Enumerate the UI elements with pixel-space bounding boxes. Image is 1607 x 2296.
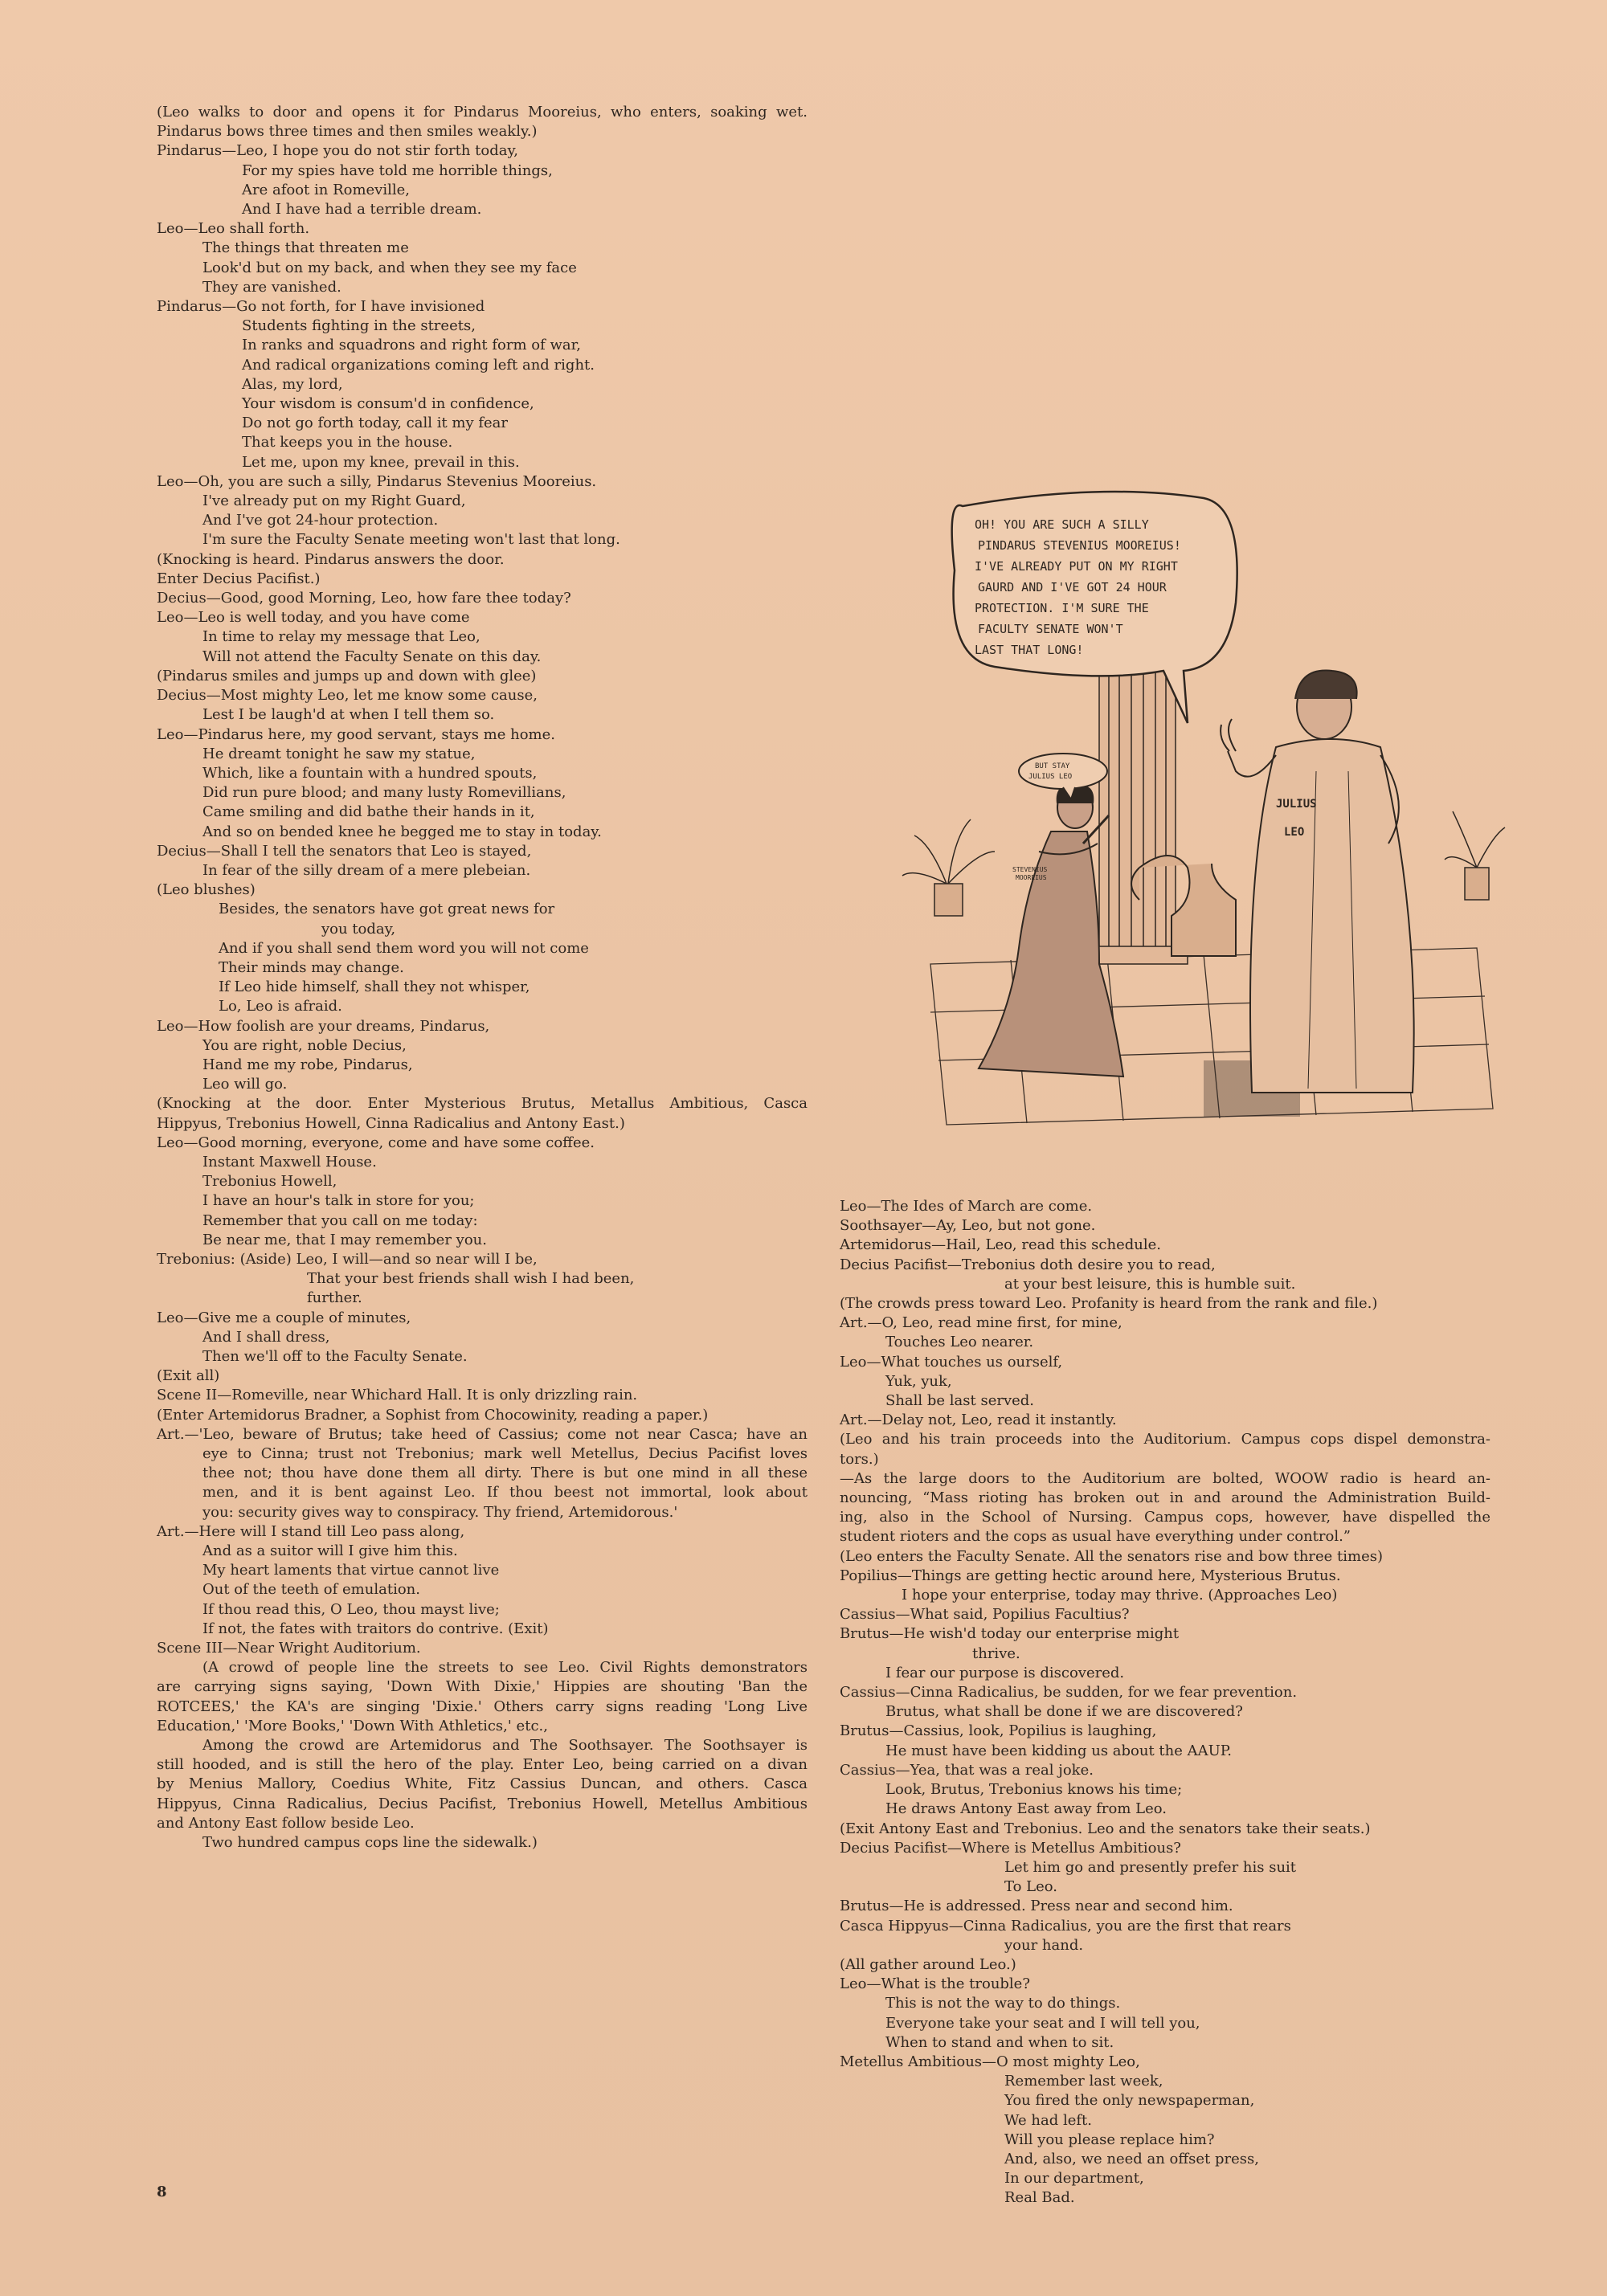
kneeler-label-line-1: STEVENIUS: [1012, 866, 1048, 873]
speech-bubble-line: PINDARUS STEVENIUS MOOREIUS!: [978, 538, 1181, 553]
text-line: still hooded, and is still the hero of the play. Enter Leo, being carried on a divan: [157, 1756, 808, 1774]
text-line: nouncing, “Mass rioting has broken out in and around the Administration Build-: [840, 1489, 1490, 1507]
text-line: I have an hour's talk in store for you;: [202, 1192, 475, 1210]
kneeler-label-line-2: MOOREIUS: [1016, 874, 1047, 881]
text-line: I've already put on my Right Guard,: [202, 492, 466, 510]
text-line: are carrying signs saying, 'Down With Dixie,' Hippies are shouting 'Ban the: [157, 1678, 808, 1696]
text-line: Leo will go.: [202, 1076, 288, 1093]
text-line: Brutus—He wish'd today our enterprise might: [840, 1625, 1180, 1643]
text-line: (Leo and his train proceeds into the Auditorium. Campus cops dispel demonstra-: [840, 1431, 1490, 1448]
text-line: Trebonius Howell,: [202, 1173, 337, 1191]
text-line: (A crowd of people line the streets to see Leo. Civil Rights demonstrators: [202, 1659, 808, 1677]
potted-plant-right: [1445, 811, 1505, 900]
text-line: The things that threaten me: [202, 239, 409, 257]
text-line: Yuk, yuk,: [885, 1372, 952, 1390]
text-line: And as a suitor will I give him this.: [202, 1542, 458, 1560]
text-line: you: security gives way to conspiracy. Thy friend, Artemidorous.': [202, 1503, 678, 1521]
text-line: Leo—Good morning, everyone, come and have some coffee.: [157, 1134, 595, 1151]
text-line: And I've got 24-hour protection.: [202, 512, 439, 529]
text-line: Artemidorus—Hail, Leo, read this schedule.: [840, 1236, 1161, 1254]
text-line: (Enter Artemidorus Bradner, a Sophist from Chocowinity, reading a paper.): [157, 1406, 709, 1424]
text-line: tors.): [840, 1450, 879, 1468]
speech-bubble-line: GAURD AND I'VE GOT 24 HOUR: [978, 580, 1167, 594]
text-line: Instant Maxwell House.: [202, 1153, 377, 1170]
text-line: And so on bended knee he begged me to stay in today.: [202, 823, 602, 840]
right-column-text: [840, 1197, 1490, 2208]
text-line: Lo, Leo is afraid.: [219, 998, 342, 1015]
text-line: I'm sure the Faculty Senate meeting won't last that long.: [202, 531, 620, 549]
text-line: And if you shall send them word you will not come: [219, 939, 589, 957]
text-line: And I have had a terrible dream.: [242, 201, 482, 219]
text-line: Students fighting in the streets,: [242, 317, 476, 335]
text-line: Decius Pacifist—Trebonius doth desire you to read,: [840, 1256, 1216, 1273]
text-line: eye to Cinna; trust not Trebonius; mark well Metellus, Decius Pacifist loves: [202, 1445, 808, 1463]
text-line: Out of the teeth of emulation.: [202, 1581, 420, 1599]
text-line: Hippyus, Cinna Radicalius, Decius Pacifist, Trebonius Howell, Metellus Ambitious: [157, 1795, 808, 1812]
text-line: (The crowds press toward Leo. Profanity is heard from the rank and file.): [840, 1295, 1378, 1313]
text-line: (Exit all): [157, 1367, 220, 1385]
text-line: ing, also in the School of Nursing. Campus cops, however, have dispelled the: [840, 1509, 1490, 1526]
text-line: Leo—Pindarus here, my good servant, stays me home.: [157, 725, 555, 743]
speech-bubble-leo: [952, 492, 1237, 723]
text-line: In fear of the silly dream of a mere plebeian.: [202, 861, 531, 879]
text-line: Look'd but on my back, and when they see my face: [202, 259, 577, 276]
left-column-text: [157, 103, 808, 1853]
text-line: I fear our purpose is discovered.: [885, 1664, 1125, 1681]
text-line: That your best friends shall wish I had been,: [307, 1270, 635, 1288]
text-line: They are vanished.: [202, 278, 341, 296]
text-line: Pindarus—Leo, I hope you do not stir forth today,: [157, 142, 519, 160]
text-line: Pindarus bows three times and then smiles weakly.): [157, 123, 538, 141]
text-line: thrive.: [972, 1644, 1020, 1662]
text-line: This is not the way to do things.: [885, 1995, 1121, 2012]
text-line: Trebonius: (Aside) Leo, I will—and so near will I be,: [157, 1250, 538, 1268]
text-line: Scene II—Romeville, near Whichard Hall. It is only drizzling rain.: [157, 1387, 638, 1404]
text-line: Are afoot in Romeville,: [242, 181, 410, 198]
text-line: Lest I be laugh'd at when I tell them so.: [202, 706, 495, 724]
text-line: —As the large doors to the Auditorium are bolted, WOOW radio is heard an-: [840, 1469, 1490, 1487]
text-line: by Menius Mallory, Coedius White, Fitz Cassius Duncan, and others. Casca: [157, 1775, 808, 1793]
text-line: He must have been kidding us about the AAUP.: [885, 1742, 1232, 1759]
text-line: Hand me my robe, Pindarus,: [202, 1056, 413, 1073]
text-line: Brutus—Cassius, look, Popilius is laughing,: [840, 1722, 1157, 1740]
text-line: In our department,: [1004, 2170, 1144, 2188]
text-line: If not, the fates with traitors do contrive. (Exit): [202, 1620, 549, 1637]
text-line: Leo—Oh, you are such a silly, Pindarus Stevenius Mooreius.: [157, 472, 597, 490]
text-line: Art.—O, Leo, read mine first, for mine,: [840, 1314, 1122, 1332]
text-line: Will not attend the Faculty Senate on this day.: [202, 648, 542, 665]
text-line: Came smiling and did bathe their hands in it,: [202, 803, 535, 821]
text-line: student rioters and the cops as usual have everything under control.”: [840, 1528, 1351, 1546]
text-line: Did run pure blood; and many lusty Romevillians,: [202, 784, 566, 802]
text-line: He dreamt tonight he saw my statue,: [202, 745, 476, 762]
text-line: (All gather around Leo.): [840, 1955, 1016, 1973]
page-number: 8: [157, 2184, 167, 2200]
text-line: Look, Brutus, Trebonius knows his time;: [885, 1781, 1183, 1799]
text-line: (Knocking at the door. Enter Mysterious Brutus, Metallus Ambitious, Casca: [157, 1095, 808, 1113]
text-line: Your wisdom is consum'd in confidence,: [242, 395, 534, 413]
text-line: You are right, noble Decius,: [202, 1036, 407, 1054]
potted-plant-left: [902, 819, 995, 916]
text-line: Remember last week,: [1004, 2073, 1163, 2090]
speech-bubble-line: I'VE ALREADY PUT ON MY RIGHT: [975, 559, 1178, 574]
text-line: Their minds may change.: [219, 958, 404, 976]
text-line: Pindarus—Go not forth, for I have invisioned: [157, 298, 485, 316]
text-line: When to stand and when to sit.: [885, 2033, 1114, 2051]
text-line: (Knocking is heard. Pindarus answers the door.: [157, 550, 505, 568]
text-line: men, and it is bent against Leo. If thou beest not immortal, look about: [202, 1484, 808, 1501]
text-line: Leo—What is the trouble?: [840, 1975, 1030, 1993]
text-line: and Antony East follow beside Leo.: [157, 1814, 415, 1832]
text-line: You fired the only newspaperman,: [1004, 2092, 1255, 2110]
text-line: He draws Antony East away from Leo.: [885, 1800, 1167, 1818]
text-line: And radical organizations coming left and right.: [242, 356, 595, 374]
text-line: Education,' 'More Books,' 'Down With Athletics,' etc.,: [157, 1717, 548, 1734]
text-line: If Leo hide himself, shall they not whisper,: [219, 978, 530, 996]
text-line: And I shall dress,: [202, 1328, 330, 1346]
text-line: Leo—The Ides of March are come.: [840, 1198, 1093, 1215]
text-line: Brutus, what shall be done if we are discovered?: [885, 1703, 1243, 1721]
text-line: If thou read this, O Leo, thou mayst live;: [202, 1600, 500, 1618]
text-line: Casca Hippyus—Cinna Radicalius, you are the first that rears: [840, 1917, 1291, 1934]
text-line: Then we'll off to the Faculty Senate.: [202, 1348, 468, 1365]
text-line: Alas, my lord,: [242, 375, 343, 393]
text-line: (Leo blushes): [157, 881, 256, 899]
robe-label-line-1: JULIUS: [1276, 798, 1317, 811]
text-line: Decius—Good, good Morning, Leo, how fare thee today?: [157, 590, 571, 607]
small-bubble-line-2: JULIUS LEO: [1028, 773, 1073, 781]
text-line: And, also, we need an offset press,: [1004, 2150, 1259, 2167]
text-line: Besides, the senators have got great news for: [219, 901, 555, 918]
text-line: further.: [307, 1289, 362, 1307]
text-line: Among the crowd are Artemidorus and The Soothsayer. The Soothsayer is: [202, 1737, 808, 1755]
text-line: For my spies have told me horrible things,: [242, 161, 553, 179]
text-line: Decius—Most mighty Leo, let me know some cause,: [157, 687, 538, 705]
cartoon-illustration: [898, 466, 1509, 1133]
text-line: at your best leisure, this is humble suit.: [1004, 1275, 1296, 1293]
speech-bubble-line: OH! YOU ARE SUCH A SILLY: [975, 517, 1149, 532]
text-line: Everyone take your seat and I will tell you,: [885, 2014, 1200, 2032]
standing-figure-leo: [1221, 670, 1414, 1093]
text-line: My heart laments that virtue cannot live: [202, 1562, 500, 1579]
text-line: Let him go and presently prefer his suit: [1004, 1858, 1297, 1876]
text-line: Art.—Here will I stand till Leo pass along,: [157, 1522, 465, 1540]
kneeler-label: [1012, 866, 1048, 881]
text-line: Hippyus, Trebonius Howell, Cinna Radicalius and Antony East.): [157, 1114, 625, 1132]
text-line: I hope your enterprise, today may thrive. (Approaches Leo): [902, 1587, 1338, 1604]
text-line: (Leo walks to door and opens it for Pindarus Mooreius, who enters, soaking wet.: [157, 104, 808, 121]
text-line: Metellus Ambitious—O most mighty Leo,: [840, 2053, 1140, 2070]
text-line: In ranks and squadrons and right form of war,: [242, 337, 581, 354]
text-line: your hand.: [1004, 1936, 1084, 1954]
speech-bubble-line: FACULTY SENATE WON'T: [978, 622, 1123, 636]
text-line: (Pindarus smiles and jumps up and down with glee): [157, 667, 537, 684]
text-line: Art.—'Leo, beware of Brutus; take heed of Cassius; come not near Casca; have an: [157, 1425, 808, 1443]
text-line: In time to relay my message that Leo,: [202, 628, 480, 646]
text-line: Leo—Leo shall forth.: [157, 220, 310, 238]
text-line: (Exit Antony East and Trebonius. Leo and the senators take their seats.): [840, 1820, 1371, 1837]
text-line: Let me, upon my knee, prevail in this.: [242, 453, 520, 471]
text-line: Touches Leo nearer.: [885, 1334, 1034, 1351]
text-line: Be near me, that I may remember you.: [202, 1231, 487, 1248]
text-line: Real Bad.: [1004, 2189, 1075, 2207]
text-line: Leo—Give me a couple of minutes,: [157, 1309, 411, 1326]
text-line: Decius Pacifist—Where is Metellus Ambitious?: [840, 1839, 1181, 1857]
text-line: Two hundred campus cops line the sidewalk.): [202, 1834, 538, 1852]
text-line: Popilius—Things are getting hectic around here, Mysterious Brutus.: [840, 1567, 1341, 1584]
text-line: Leo—How foolish are your dreams, Pindarus,: [157, 1017, 490, 1035]
text-line: Cassius—Yea, that was a real joke.: [840, 1761, 1094, 1779]
text-line: Brutus—He is addressed. Press near and second him.: [840, 1898, 1233, 1915]
text-line: Shall be last served.: [885, 1392, 1035, 1410]
text-line: ROTCEES,' the KA's are singing 'Dixie.' Others carry signs reading 'Long Live: [157, 1697, 808, 1715]
text-line: Decius—Shall I tell the senators that Leo is stayed,: [157, 842, 532, 860]
text-line: That keeps you in the house.: [242, 434, 453, 451]
text-line: Enter Decius Pacifist.): [157, 570, 321, 587]
text-line: We had left.: [1004, 2111, 1093, 2129]
text-line: Art.—Delay not, Leo, read it instantly.: [840, 1412, 1117, 1429]
small-bubble-line-1: BUT STAY: [1035, 762, 1070, 770]
text-line: Cassius—What said, Popilius Facultius?: [840, 1606, 1130, 1624]
text-line: you today,: [321, 920, 396, 938]
robe-label-line-2: LEO: [1284, 826, 1305, 839]
text-line: thee not; thou have done them all dirty. There is but one mind in all these: [202, 1465, 808, 1482]
text-line: Remember that you call on me today:: [202, 1211, 478, 1229]
text-line: Scene III—Near Wright Auditorium.: [157, 1640, 421, 1657]
text-line: Soothsayer—Ay, Leo, but not gone.: [840, 1217, 1096, 1235]
speech-bubble-line: PROTECTION. I'M SURE THE: [975, 601, 1149, 615]
text-line: Cassius—Cinna Radicalius, be sudden, for we fear prevention.: [840, 1684, 1298, 1702]
text-line: Will you please replace him?: [1004, 2131, 1215, 2148]
text-line: To Leo.: [1004, 1878, 1058, 1896]
speech-bubble-line: LAST THAT LONG!: [975, 643, 1084, 657]
text-line: (Leo enters the Faculty Senate. All the senators rise and bow three times): [840, 1547, 1384, 1565]
text-line: Which, like a fountain with a hundred spouts,: [202, 764, 538, 782]
text-line: Leo—Leo is well today, and you have come: [157, 609, 470, 627]
text-line: Leo—What touches us ourself,: [840, 1353, 1063, 1371]
text-line: Do not go forth today, call it my fear: [242, 415, 509, 432]
